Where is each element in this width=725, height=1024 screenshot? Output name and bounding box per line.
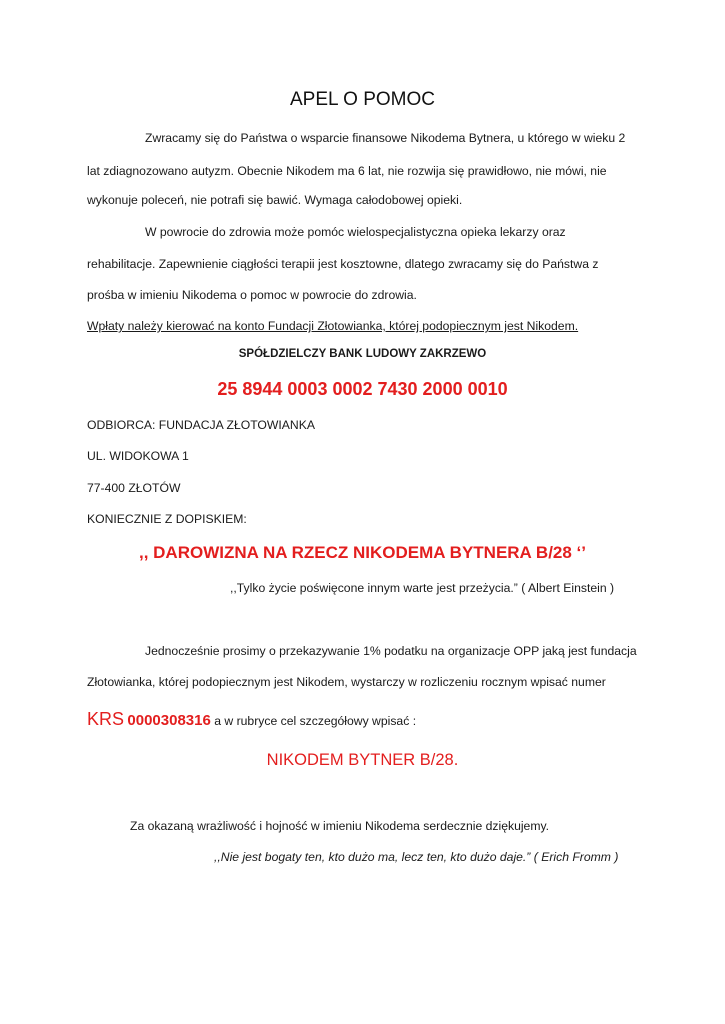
krs-suffix: a w rubryce cel szczegółowy wpisać : [214, 714, 417, 728]
account-number: 25 8944 0003 0002 7430 2000 0010 [217, 379, 508, 399]
tax-line-1: Jednocześnie prosimy o przekazywanie 1% podatku na organizacje OPP jaką jest fundacja [145, 644, 637, 658]
city-address: 77-400 ZŁOTÓW [87, 481, 181, 495]
page-title: APEL O POMOC [290, 89, 435, 110]
krs-number: 0000308316 [127, 712, 211, 729]
intro-line-2: lat zdiagnozowano autyzm. Obecnie Nikodem ma 6 lat, nie rozwija się prawidłowo, nie mówi, nie [87, 164, 607, 178]
tax-line-2: Złotowianka, której podopiecznym jest Nikodem, wystarczy w rozliczeniu rocznym wpisać numer [87, 675, 606, 689]
quote-einstein: ,,Tylko życie poświęcone innym warte jest przeżycia.” ( Albert Einstein ) [230, 581, 615, 595]
bank-name: SPÓŁDZIELCZY BANK LUDOWY ZAKRZEWO [238, 348, 487, 360]
recipient: ODBIORCA: FUNDACJA ZŁOTOWIANKA [87, 418, 315, 432]
thanks-line: Za okazaną wrażliwość i hojność w imieniu Nikodema serdecznie dziękujemy. [130, 819, 550, 833]
intro-line-1: Zwracamy się do Państwa o wsparcie finansowe Nikodema Bytnera, u którego w wieku 2 [145, 131, 626, 145]
krs-label: KRS [87, 709, 125, 729]
payment-note: Wpłaty należy kierować na konto Fundacji Złotowianka, której podopiecznym jest Nikodem. [87, 319, 579, 333]
donation-title: ,, DAROWIZNA NA RZECZ NIKODEMA BYTNERA B/28 ‘’ [138, 543, 587, 562]
recovery-line-2: rehabilitacje. Zapewnienie ciągłości terapii jest kosztowne, dlatego zwracamy się do Państwa z [87, 257, 599, 271]
street-address: UL. WIDOKOWA 1 [87, 449, 189, 463]
krs-line [87, 708, 416, 732]
must-note-label: KONIECZNIE Z DOPISKIEM: [87, 512, 247, 526]
recovery-line-3: prośba w imieniu Nikodema o pomoc w powrocie do zdrowia. [87, 288, 417, 302]
recovery-line-1: W powrocie do zdrowia może pomóc wielospecjalistyczna opieka lekarzy oraz [145, 225, 566, 239]
quote-fromm: ,,Nie jest bogaty ten, kto dużo ma, lecz ten, kto dużo daje.” ( Erich Fromm ) [214, 850, 619, 864]
intro-line-3: wykonuje poleceń, nie potrafi się bawić. Wymaga całodobowej opieki. [87, 193, 463, 207]
nikodem-code: NIKODEM BYTNER B/28. [266, 751, 459, 769]
